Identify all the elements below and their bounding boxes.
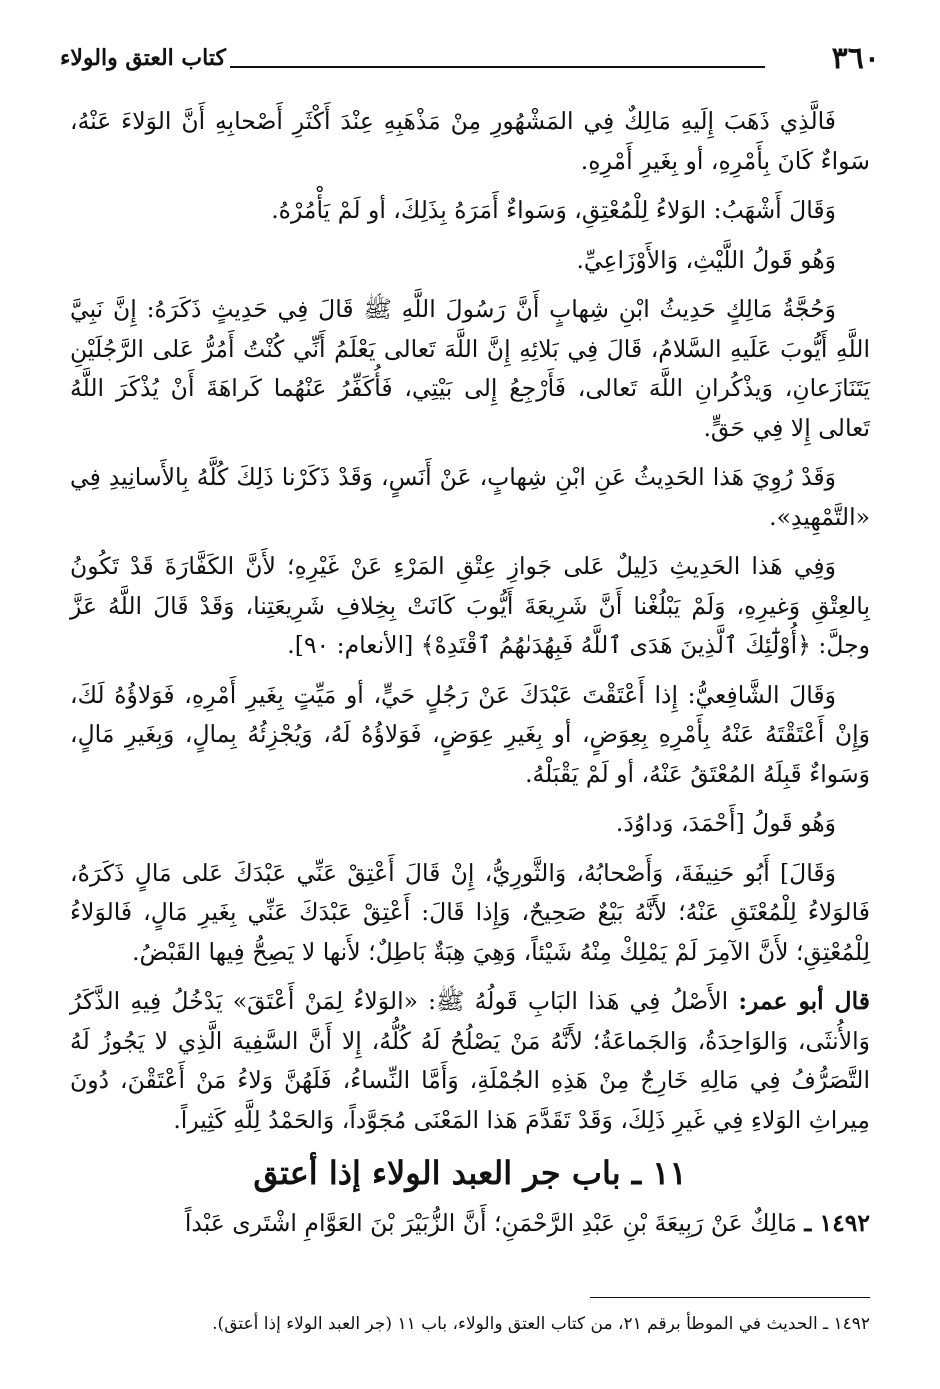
paragraph-malik-proof: وَحُجَّةُ مَالِكٍ حَدِيثُ ابْنِ شِهابٍ أَنَّ رَسُولَ اللَّهِ ﷺ قَالَ فِي حَدِيثٍ ذَكَرَهُ: إِنَّ نَبِيَّ اللَّهِ أَيُّوبَ عَلَيهِ السَّلامُ، قَالَ فِي بَلائِهِ إِنَّ اللَّهَ تَعالى يَعْلَمُ أَنِّي كُنْتُ أَمُرُّ عَلى الرَّجُلَيْنِ يَتَنَازَعانِ، وَيذْكُرانِ اللَّهَ تَعالى، فَأَرْجِعُ إِلى بَيْتِي، فَأُكَفِّرُ عَنْهُما كَراهَةَ أَنْ يُذْكَرَ اللَّهُ تَعالى إِلا فِي حَقٍّ. — [70, 295, 870, 442]
chapter-title: ١١ ـ باب جر العبد الولاء إذا أعتق — [253, 1154, 687, 1192]
page-number: ٣٦٠ — [831, 40, 880, 76]
paragraph-malik-view: فَالَّذِي ذَهَبَ إِلَيهِ مَالِكٌ فِي المَشْهُورِ مِنْ مَذْهَبِهِ عِنْدَ أَكْثَرِ أَصْحابِهِ أَنَّ الوَلاءَ عَنْهُ، سَواءٌ كَانَ بِأَمْرِهِ، أو بِغَيرِ أَمْرِهِ. — [70, 107, 870, 175]
running-header — [60, 40, 880, 76]
paragraph-shafii: وَقَالَ الشَّافِعيُّ: إِذا أَعْتَقْتَ عَبْدَكَ عَنْ رَجُلٍ حَيٍّ، أو مَيِّتٍ بِغَيرِ أَمْرِهِ، فَوَلاؤُهُ لَكَ، وَإِنْ أَعْتَقْتَهُ عَنْهُ بِأَمْرِهِ بِعِوَضٍ، أو بِغَيرِ عِوَضٍ، فَوَلاؤُهُ لَهُ، وَيُجْزِئُهُ بِمالٍ، وَبِغَيرِ مَالٍ، وَسَواءٌ قَبِلَهُ المُعْتَقُ عَنْهُ، أو لَمْ يَقْبَلْهُ. — [70, 680, 870, 788]
hadith-number: ١٤٩٢ ـ — [804, 1209, 870, 1237]
footnote-rule — [590, 1297, 870, 1298]
paragraph-ahmad: وَهُو قَولُ [أَحْمَدَ، وَداوُدَ. — [615, 809, 836, 837]
paragraph-evidence: وَفِي هَذا الحَدِيثِ دَلِيلٌ عَلى جَوازِ عِتْقِ المَرْءِ عَنْ غَيْرِهِ؛ لأَنَّ الكَفَّارَةَ قَدْ تَكُونُ بِالعِتْقِ وَغيرِهِ، وَلَمْ يَبْلُغْنا أَنَّ شَرِيعَةَ أَيُّوبَ كَانَتْ بِخِلافِ شَرِيعَتِنا، وَقَدْ قَالَ اللَّهُ عَزَّ وجلَّ: ﴿أُوْلَٰٓئِكَ ٱلَّذِينَ هَدَى ٱللَّهُ فَبِهُدَىٰهُمُ ٱقْتَدِهْ﴾ [الأنعام: ٩٠]. — [70, 552, 870, 659]
paragraph-abu-hanifa: وَقَالَ] أَبُو حَنِيفَةَ، وَأَصْحابُهُ، وَالثَّورِيُّ، إِنْ قَالَ أَعْتِقْ عَنِّي عَبْدَكَ عَلى مَالٍ ذَكَرَهُ، فَالوَلاءُ لِلْمُعْتَقِ عَنْهُ؛ لأَنَّهُ بَيْعٌ صَحِيحٌ، وَإِذا قَالَ: أَعْتِقْ عَبْدَكَ عَنِّي بِغَيرِ مَالٍ، فَالوَلاءُ لِلْمُعْتِقِ؛ لأَنَّ الآمِرَ لَمْ يَمْلِكْ مِنْهُ شَيْئاً، وَهِيَ هِبَةٌ بَاطِلٌ؛ لأَنها لا يَصِحُّ فِيها القَبْضُ. — [70, 858, 870, 966]
paragraph-ashhab: وَقَالَ أَشْهَبُ: الوَلاءُ لِلْمُعْتِقِ، وَسَواءٌ أَمَرَهُ بِذَلِكَ، أو لَمْ يَأْمُرْهُ. — [271, 196, 836, 224]
hadith-entry — [70, 1204, 870, 1244]
paragraph-narration: وَقَدْ رُوِيَ هَذا الحَدِيثُ عَنِ ابْنِ شِهابٍ، عَنْ أَنَسٍ، وَقَدْ ذَكَرْنا ذَلِكَ كُلَّهُ بِالأَسانِيدِ فِي «التَّمْهِيدِ». — [70, 463, 870, 531]
paragraph-abu-umar — [70, 982, 870, 1140]
footnote: ١٤٩٢ ـ الحديث في الموطأ برقم ٢١، من كتاب العتق والولاء، باب ١١ (جر العبد الولاء إذا أعتق). — [212, 1314, 870, 1334]
book-title: كتاب العتق والولاء — [60, 45, 226, 71]
main-text — [70, 102, 870, 1254]
paragraph-layth: وَهُو قَولُ اللَّيْثِ، وَالأَوْزَاعِيِّ. — [576, 245, 836, 274]
header-rule — [230, 66, 765, 68]
abu-umar-text: الأَصْلُ فِي هَذا البَابِ قَولُهُ ﷺ: «الوَلاءُ لِمَنْ أَعْتَقَ» يَدْخُلُ فِيهِ الذَّكَرُ وَالأُنثَى، وَالوَاحِدَةُ، وَالجَماعَةُ؛ لأَنَّهُ مَنْ يَصْلُحُ لَهُ كُلُّهُ، إِلا أَنَّ السَّفِيهَ الَّذِي لا يَجُوزُ لَهُ التَّصَرُّفُ فِي مَالِهِ خَارِجٌ مِنْ هَذِهِ الجُمْلَةِ، وَأَمَّا النِّساءُ، فَلَهُنَّ وَلاءُ مَنْ أَعْتَقْنَ، دُونَ مِيراثِ الوَلاءِ فِي غَيرِ ذَلِكَ، وَقَدْ تَقَدَّمَ هَذا المَعْنَى مُجَوَّداً، وَالحَمْدُ لِلَّهِ كَثِيراً. — [70, 987, 870, 1134]
abu-umar-lead: قال أبو عمر: — [738, 987, 870, 1015]
hadith-text: مَالِكٌ عَنْ رَبِيعَةَ بْنِ عَبْدِ الرَّحْمَنِ؛ أَنَّ الزُّبَيْرَ بْنَ العَوَّامِ اشْتَرى عَبْداً — [184, 1209, 797, 1237]
